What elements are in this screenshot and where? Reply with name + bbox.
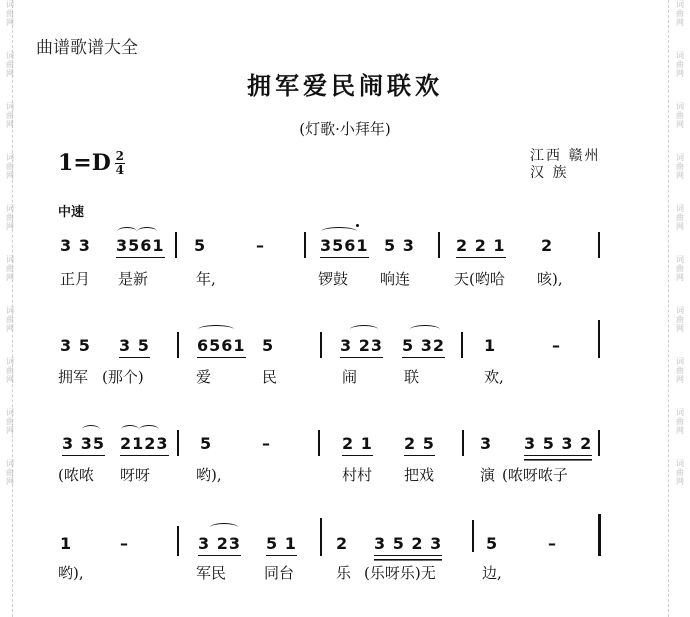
lyric: 爱: [196, 368, 212, 386]
watermark-char: 网: [676, 18, 684, 27]
watermark-char: 网: [6, 477, 14, 486]
watermark-char: 曲: [6, 468, 14, 477]
watermark-char: 词: [676, 255, 684, 264]
watermark-group: [6, 459, 14, 486]
lyric: 乐: [336, 564, 352, 582]
lyric: 边,: [482, 564, 502, 582]
watermark-group: [6, 255, 14, 282]
note-dash: –: [256, 236, 265, 255]
watermark-char: 曲: [6, 111, 14, 120]
lyric: 演: [480, 466, 496, 484]
slur-mark: [117, 227, 137, 236]
note-group: 2 5: [404, 434, 435, 456]
watermark-char: 曲: [6, 60, 14, 69]
note-group: 5 3: [384, 236, 415, 255]
time-signature: [115, 148, 125, 177]
slur-mark: [137, 227, 157, 236]
watermark-char: 曲: [6, 213, 14, 222]
tempo-marking: 中速: [58, 205, 85, 220]
bar-line: [177, 332, 179, 358]
watermark-char: 曲: [6, 315, 14, 324]
watermark-char: 网: [676, 426, 684, 435]
lyric: 天(哟哈: [454, 270, 505, 288]
watermark-char: 网: [6, 18, 14, 27]
note-group: 3: [480, 434, 493, 453]
note-group: 3 5: [60, 336, 91, 355]
lyric: 年,: [196, 270, 216, 288]
note-group: 5 32: [402, 336, 445, 358]
note-group: 1: [484, 336, 497, 355]
watermark-char: 网: [676, 324, 684, 333]
note-group: 2: [541, 236, 554, 255]
watermark-char: 词: [676, 0, 684, 9]
bar-line: [598, 320, 600, 358]
note-group: 5: [200, 434, 213, 453]
watermark-group: [676, 459, 684, 486]
watermark-char: 曲: [676, 111, 684, 120]
watermark-char: 词: [6, 459, 14, 468]
watermark-char: 曲: [676, 9, 684, 18]
watermark-char: 曲: [676, 162, 684, 171]
time-top: 2: [115, 148, 124, 163]
bar-line: [177, 526, 179, 556]
watermark-char: 词: [676, 357, 684, 366]
bar-line: [320, 332, 322, 358]
lyric: 是新: [118, 270, 149, 288]
origin-line-1: 江西 赣州: [530, 148, 601, 164]
lyric: (乐呀乐)无: [364, 564, 436, 582]
watermark-char: 词: [6, 51, 14, 60]
lyric: (哝哝: [58, 466, 94, 484]
lyric: 哟),: [58, 564, 84, 582]
note-group: 3 23: [340, 336, 383, 358]
watermark-group: [676, 255, 684, 282]
watermark-char: 词: [676, 408, 684, 417]
note-group: 5: [194, 236, 207, 255]
song-origin: [530, 148, 600, 182]
watermark-char: 词: [676, 204, 684, 213]
site-title: 曲谱歌谱大全: [36, 38, 138, 58]
lyric: 正月: [60, 270, 91, 288]
slur-mark: [321, 227, 357, 236]
watermark-char: 曲: [676, 315, 684, 324]
watermark-char: 曲: [676, 366, 684, 375]
watermark-group: [676, 306, 684, 333]
watermark-char: 曲: [676, 60, 684, 69]
bar-line: [320, 518, 322, 556]
watermark-char: 曲: [676, 213, 684, 222]
note-dash: –: [262, 434, 271, 453]
lyric: 军民: [196, 564, 227, 582]
lyric: 欢,: [484, 368, 504, 386]
watermark-char: 词: [676, 459, 684, 468]
watermark-group: [676, 153, 684, 180]
note-group: 1: [60, 534, 73, 553]
slur-mark: [82, 425, 100, 434]
origin-line-2: 汉 族: [530, 165, 569, 181]
time-bottom: 4: [115, 162, 124, 177]
note-group: 6561: [197, 336, 246, 358]
watermark-char: 曲: [6, 264, 14, 273]
key-signature: [58, 150, 125, 176]
watermark-char: 网: [676, 222, 684, 231]
lyric: 闹: [342, 368, 358, 386]
watermark-group: [676, 204, 684, 231]
slur-mark: [410, 325, 440, 334]
bar-line: [598, 232, 600, 258]
note-group: 2: [336, 534, 349, 553]
bar-line: [177, 430, 179, 456]
watermark-char: 词: [6, 357, 14, 366]
watermark-char: 网: [676, 273, 684, 282]
note-group: 3561: [116, 236, 165, 258]
watermark-char: 网: [6, 171, 14, 180]
note-group: 3561: [320, 236, 369, 258]
lyric: 咳),: [537, 270, 563, 288]
watermark-char: 曲: [6, 162, 14, 171]
slur-mark: [139, 425, 159, 434]
note-group: 3 35: [62, 434, 105, 456]
note-group: 2 1: [342, 434, 373, 456]
watermark-group: [6, 0, 14, 27]
watermark-char: 曲: [676, 417, 684, 426]
watermark-char: 网: [6, 273, 14, 282]
watermark-group: [676, 0, 684, 27]
note-group: 5: [262, 336, 275, 355]
watermark-char: 曲: [676, 264, 684, 273]
note-group: 3 5: [119, 336, 150, 358]
lyric: 民: [262, 368, 278, 386]
bar-line: [175, 232, 177, 258]
watermark-group: [6, 306, 14, 333]
note-group: 2 2 1: [456, 236, 506, 258]
lyric: 同台: [264, 564, 295, 582]
watermark-char: 网: [6, 69, 14, 78]
watermark-char: 词: [6, 0, 14, 9]
note-group: 5 1: [266, 534, 297, 556]
song-subtitle: (灯歌·小拜年): [299, 120, 391, 138]
note-group: 3 23: [198, 534, 241, 556]
watermark-group: [6, 408, 14, 435]
note-dash: –: [552, 336, 561, 355]
watermark-char: 词: [6, 102, 14, 111]
note-group: 2123: [120, 434, 169, 456]
lyric: 哟),: [196, 466, 222, 484]
watermark-char: 词: [676, 153, 684, 162]
watermark-char: 网: [676, 171, 684, 180]
note-group: 3 3: [60, 236, 91, 255]
watermark-char: 曲: [6, 417, 14, 426]
watermark-char: 网: [676, 69, 684, 78]
watermark-char: 曲: [6, 9, 14, 18]
lyric: 锣鼓: [318, 270, 349, 288]
watermark-group: [676, 357, 684, 384]
watermark-char: 网: [6, 120, 14, 129]
bar-line: [472, 520, 474, 552]
slur-mark: [210, 523, 238, 532]
song-title: 拥军爱民闹联欢: [247, 71, 443, 100]
watermark-char: 曲: [676, 468, 684, 477]
bar-line: [304, 232, 306, 258]
watermark-char: 词: [6, 408, 14, 417]
key-label: 1=D: [58, 150, 111, 176]
lyric: 把戏: [404, 466, 435, 484]
watermark-group: [6, 204, 14, 231]
lyric: 联: [404, 368, 420, 386]
note-group: 5: [486, 534, 499, 553]
watermark-char: 网: [676, 120, 684, 129]
lyric: (那个): [102, 368, 144, 386]
slur-mark: [198, 325, 234, 334]
bar-line: [598, 430, 600, 456]
bar-line: [318, 430, 320, 456]
lyric: 呀呀: [120, 466, 151, 484]
lyric: 拥军: [58, 368, 89, 386]
note-group: 3 5 2 3: [374, 534, 442, 556]
slur-mark: [350, 325, 378, 334]
watermark-group: [6, 357, 14, 384]
slur-mark: [121, 425, 139, 434]
watermark-char: 词: [6, 204, 14, 213]
lyric: 村村: [342, 466, 373, 484]
watermark-char: 曲: [6, 366, 14, 375]
bar-line: [461, 332, 463, 358]
watermark-char: 词: [676, 102, 684, 111]
watermark-group: [676, 408, 684, 435]
lyric: 响连: [380, 270, 411, 288]
watermark-char: 网: [6, 222, 14, 231]
watermark-char: 词: [6, 255, 14, 264]
octave-dot: [356, 224, 359, 227]
bar-line: [598, 514, 601, 556]
watermark-group: [6, 153, 14, 180]
watermark-char: 词: [676, 306, 684, 315]
note-group: 3 5 3 2: [524, 434, 592, 456]
note-dash: –: [120, 534, 129, 553]
lyric: (哝呀哝子: [502, 466, 568, 484]
watermark-char: 网: [676, 375, 684, 384]
bar-line: [462, 430, 464, 456]
watermark-char: 网: [6, 426, 14, 435]
watermark-char: 词: [6, 306, 14, 315]
watermark-char: 词: [6, 153, 14, 162]
watermark-char: 词: [676, 51, 684, 60]
note-dash: –: [548, 534, 557, 553]
watermark-char: 网: [676, 477, 684, 486]
bar-line: [438, 232, 440, 258]
watermark-char: 网: [6, 324, 14, 333]
watermark-char: 网: [6, 375, 14, 384]
